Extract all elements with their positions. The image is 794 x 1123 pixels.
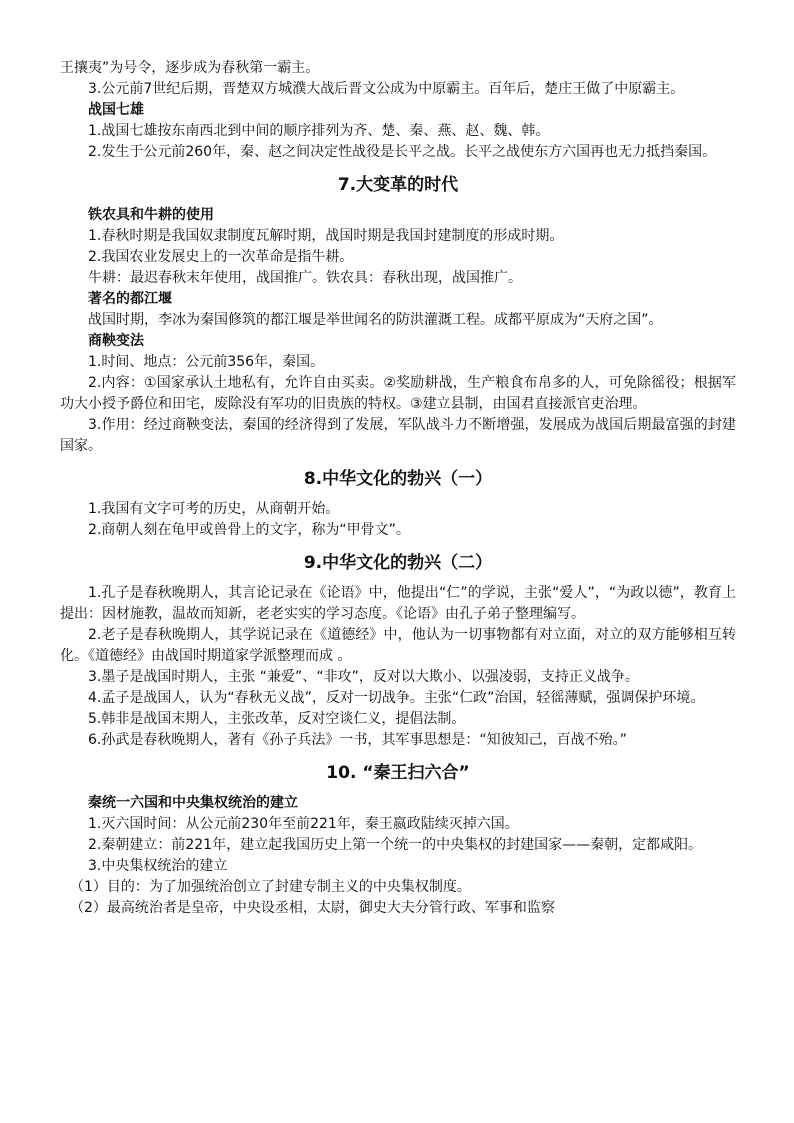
- paragraph: 2.内容：①国家承认土地私有，允许自由买卖。②奖励耕战，生产粮食布帛多的人，可免除徭役；根据军功大小授予爵位和田宅，废除没有军功的旧贵族的特权。③建立县制，由国君直接派官吏治理。: [60, 375, 736, 412]
- paragraph: 3.作用：经过商鞅变法，秦国的经济得到了发展，军队战斗力不断增强，发展成为战国后期最富强的封建国家。: [60, 417, 736, 454]
- paragraph: 2.发生于公元前260年，秦、赵之间决定性战役是长平之战。长平之战使东方六国再也无力抵挡秦国。: [88, 144, 717, 160]
- subsection-title: 秦统一六国和中央集权统治的建立: [88, 795, 298, 811]
- paragraph: 1.我国有文字可考的历史，从商朝开始。: [88, 501, 340, 517]
- paragraph: 1.时间、地点：公元前356年，秦国。: [88, 354, 325, 370]
- subsection-title: 战国七雄: [88, 102, 144, 118]
- paragraph: （1）目的：为了加强统治创立了封建专制主义的中央集权制度。: [70, 879, 471, 895]
- paragraph: 2.商朝人刻在龟甲或兽骨上的文字，称为“甲骨文”。: [88, 522, 410, 538]
- subsection-title: 著名的都江堰: [88, 291, 172, 307]
- paragraph: 3.中央集权统治的建立: [88, 858, 228, 874]
- paragraph: 牛耕：最迟春秋末年使用，战国推广。铁农具：春秋出现，战国推广。: [88, 270, 522, 286]
- paragraph: 2.秦朝建立：前221年，建立起我国历史上第一个统一的中央集权的封建国家——秦朝，定都咸阳。: [88, 837, 703, 853]
- paragraph: 2.我国农业发展史上的一次革命是指牛耕。: [88, 249, 354, 265]
- paragraph: 王攘夷”为号令，逐步成为春秋第一霸主。: [60, 60, 320, 76]
- paragraph: 6.孙武是春秋晚期人，著有《孙子兵法》一书，其军事思想是：“知彼知己，百战不殆。”: [88, 732, 627, 748]
- section-heading: 8.中华文化的勃兴（一）: [303, 469, 493, 489]
- paragraph: （2）最高统治者是皇帝，中央设丞相，太尉，御史大夫分管行政、军事和监察: [70, 900, 555, 916]
- paragraph: 1.战国七雄按东南西北到中间的顺序排列为齐、楚、秦、燕、赵、魏、韩。: [88, 123, 550, 139]
- section-heading: 9.中华文化的勃兴（二）: [303, 553, 493, 573]
- section-heading: 7.大变革的时代: [337, 175, 459, 195]
- paragraph: 战国时期，李冰为秦国修筑的都江堰是举世闻名的防洪灌溉工程。成都平原成为“天府之国”。: [88, 312, 663, 328]
- paragraph: 5.韩非是战国末期人，主张改革，反对空谈仁义，提倡法制。: [88, 711, 466, 727]
- paragraph: 3.公元前7世纪后期，晋楚双方城濮大战后晋文公成为中原霸主。百年后，楚庄王做了中原霸主。: [88, 81, 685, 97]
- document-page: [60, 58, 736, 919]
- paragraph: 4.孟子是战国人，认为“春秋无义战”，反对一切战争。主张“仁政”治国，轻徭薄赋，强调保护环境。: [88, 690, 705, 706]
- section-heading: 10. “秦王扫六合”: [326, 763, 470, 783]
- paragraph: 3.墨子是战国时期人，主张 “兼爱”、“非攻”，反对以大欺小、以强凌弱，支持正义战争。: [88, 669, 639, 685]
- subsection-title: 商鞅变法: [88, 333, 144, 349]
- paragraph: 1.灭六国时间：从公元前230年至前221年，秦王嬴政陆续灭掉六国。: [88, 816, 519, 832]
- paragraph: 1.春秋时期是我国奴隶制度瓦解时期，战国时期是我国封建制度的形成时期。: [88, 228, 564, 244]
- paragraph: 2.老子是春秋晚期人，其学说记录在《道德经》中，他认为一切事物都有对立面，对立的双方能够相互转化。《道德经》由战国时期道家学派整理而成 。: [60, 627, 736, 664]
- subsection-title: 铁农具和牛耕的使用: [88, 207, 214, 223]
- paragraph: 1.孔子是春秋晚期人，其言论记录在《论语》中，他提出“仁”的学说，主张“爱人”，“为政以德”，教育上提出：因材施教，温故而知新，老老实实的学习态度。《论语》由孔子弟子整理编写。: [60, 585, 736, 622]
